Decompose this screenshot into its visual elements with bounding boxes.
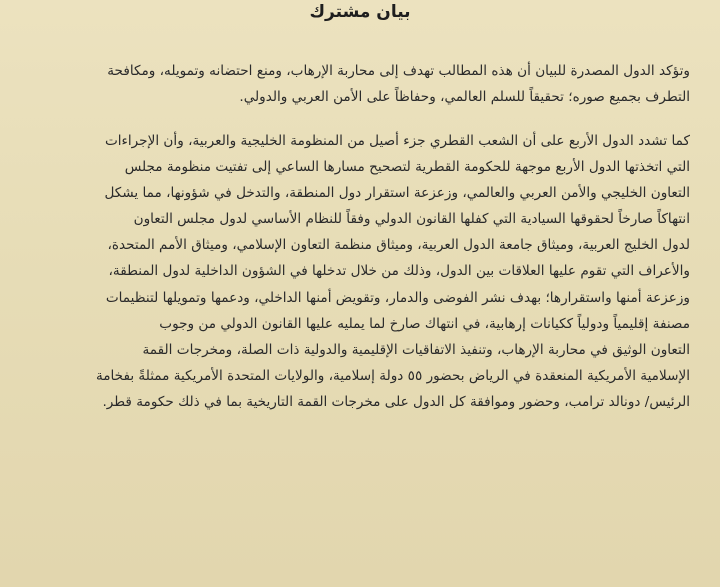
paragraph-1 [42, 58, 690, 110]
document-title: بيان مشترك [309, 2, 411, 22]
paragraph-1-line: وتؤكد الدول المصدرة للبيان أن هذه المطالب تهدف إلى محاربة الإرهاب، ومنع احتضانه وتمويله، ومكافحة [107, 63, 690, 79]
paragraph-2-line: مصنفة إقليمياً ودولياً ككيانات إرهابية، في انتهاك صارخ لما يمليه عليها القانون الدولي من وجوب [159, 315, 690, 332]
paragraph-2-line: والأعراف التي تقوم عليها العلاقات بين الدول، وذلك من خلال تدخلها في الشؤون الداخلية لدول المنطقة، [108, 263, 690, 280]
paragraph-2-line: التعاون الخليجي والأمن العربي والعالمي، وزعزعة استقرار دول المنطقة، والتدخل في شؤونها، مما يشكل [104, 185, 690, 202]
paragraph-2 [42, 128, 690, 415]
paragraph-2-line: لدول الخليج العربية، وميثاق جامعة الدول العربية، وميثاق منظمة التعاون الإسلامي، وميثاق الأمم المتحدة، [107, 237, 690, 254]
paragraph-2-line: كما تشدد الدول الأربع على أن الشعب القطري جزء أصيل من المنظومة الخليجية والعربية، وأن الإجراءات [104, 133, 690, 149]
paragraph-2-line: انتهاكاً صارخاً لحقوقها السيادية التي كفلها القانون الدولي وفقاً للنظام الأساسي لدول مجلس التعاون [133, 211, 690, 228]
paragraph-2-line: الإسلامية الأمريكية المنعقدة في الرياض بحضور ٥٥ دولة إسلامية، والولايات المتحدة الأمريكية ممثلةً بفخامة [95, 367, 690, 384]
paragraph-2-line: التي اتخذتها الدول الأربع موجهة للحكومة القطرية لتصحيح مسارها الساعي إلى تفتيت منظومة مجلس [124, 159, 690, 176]
paragraph-2-line: التعاون الوثيق في محاربة الإرهاب، وتنفيذ الاتفاقيات الإقليمية والدولية ذات الصلة، ومخرجات القمة [142, 341, 690, 358]
paragraph-2-line: الرئيس/ دونالد ترامب، وحضور وموافقة كل الدول على مخرجات القمة التاريخية بما في ذلك حكومة قطر. [102, 393, 690, 410]
paragraph-1-line: التطرف بجميع صوره؛ تحقيقاً للسلم العالمي، وحفاظاً على الأمن العربي والدولي. [239, 89, 690, 105]
paragraph-2-line: وزعزعة أمنها واستقرارها؛ بهدف نشر الفوضى والدمار، وتقويض أمنها الداخلي، ودعمها وتمويلها لتنظيمات [105, 289, 690, 306]
